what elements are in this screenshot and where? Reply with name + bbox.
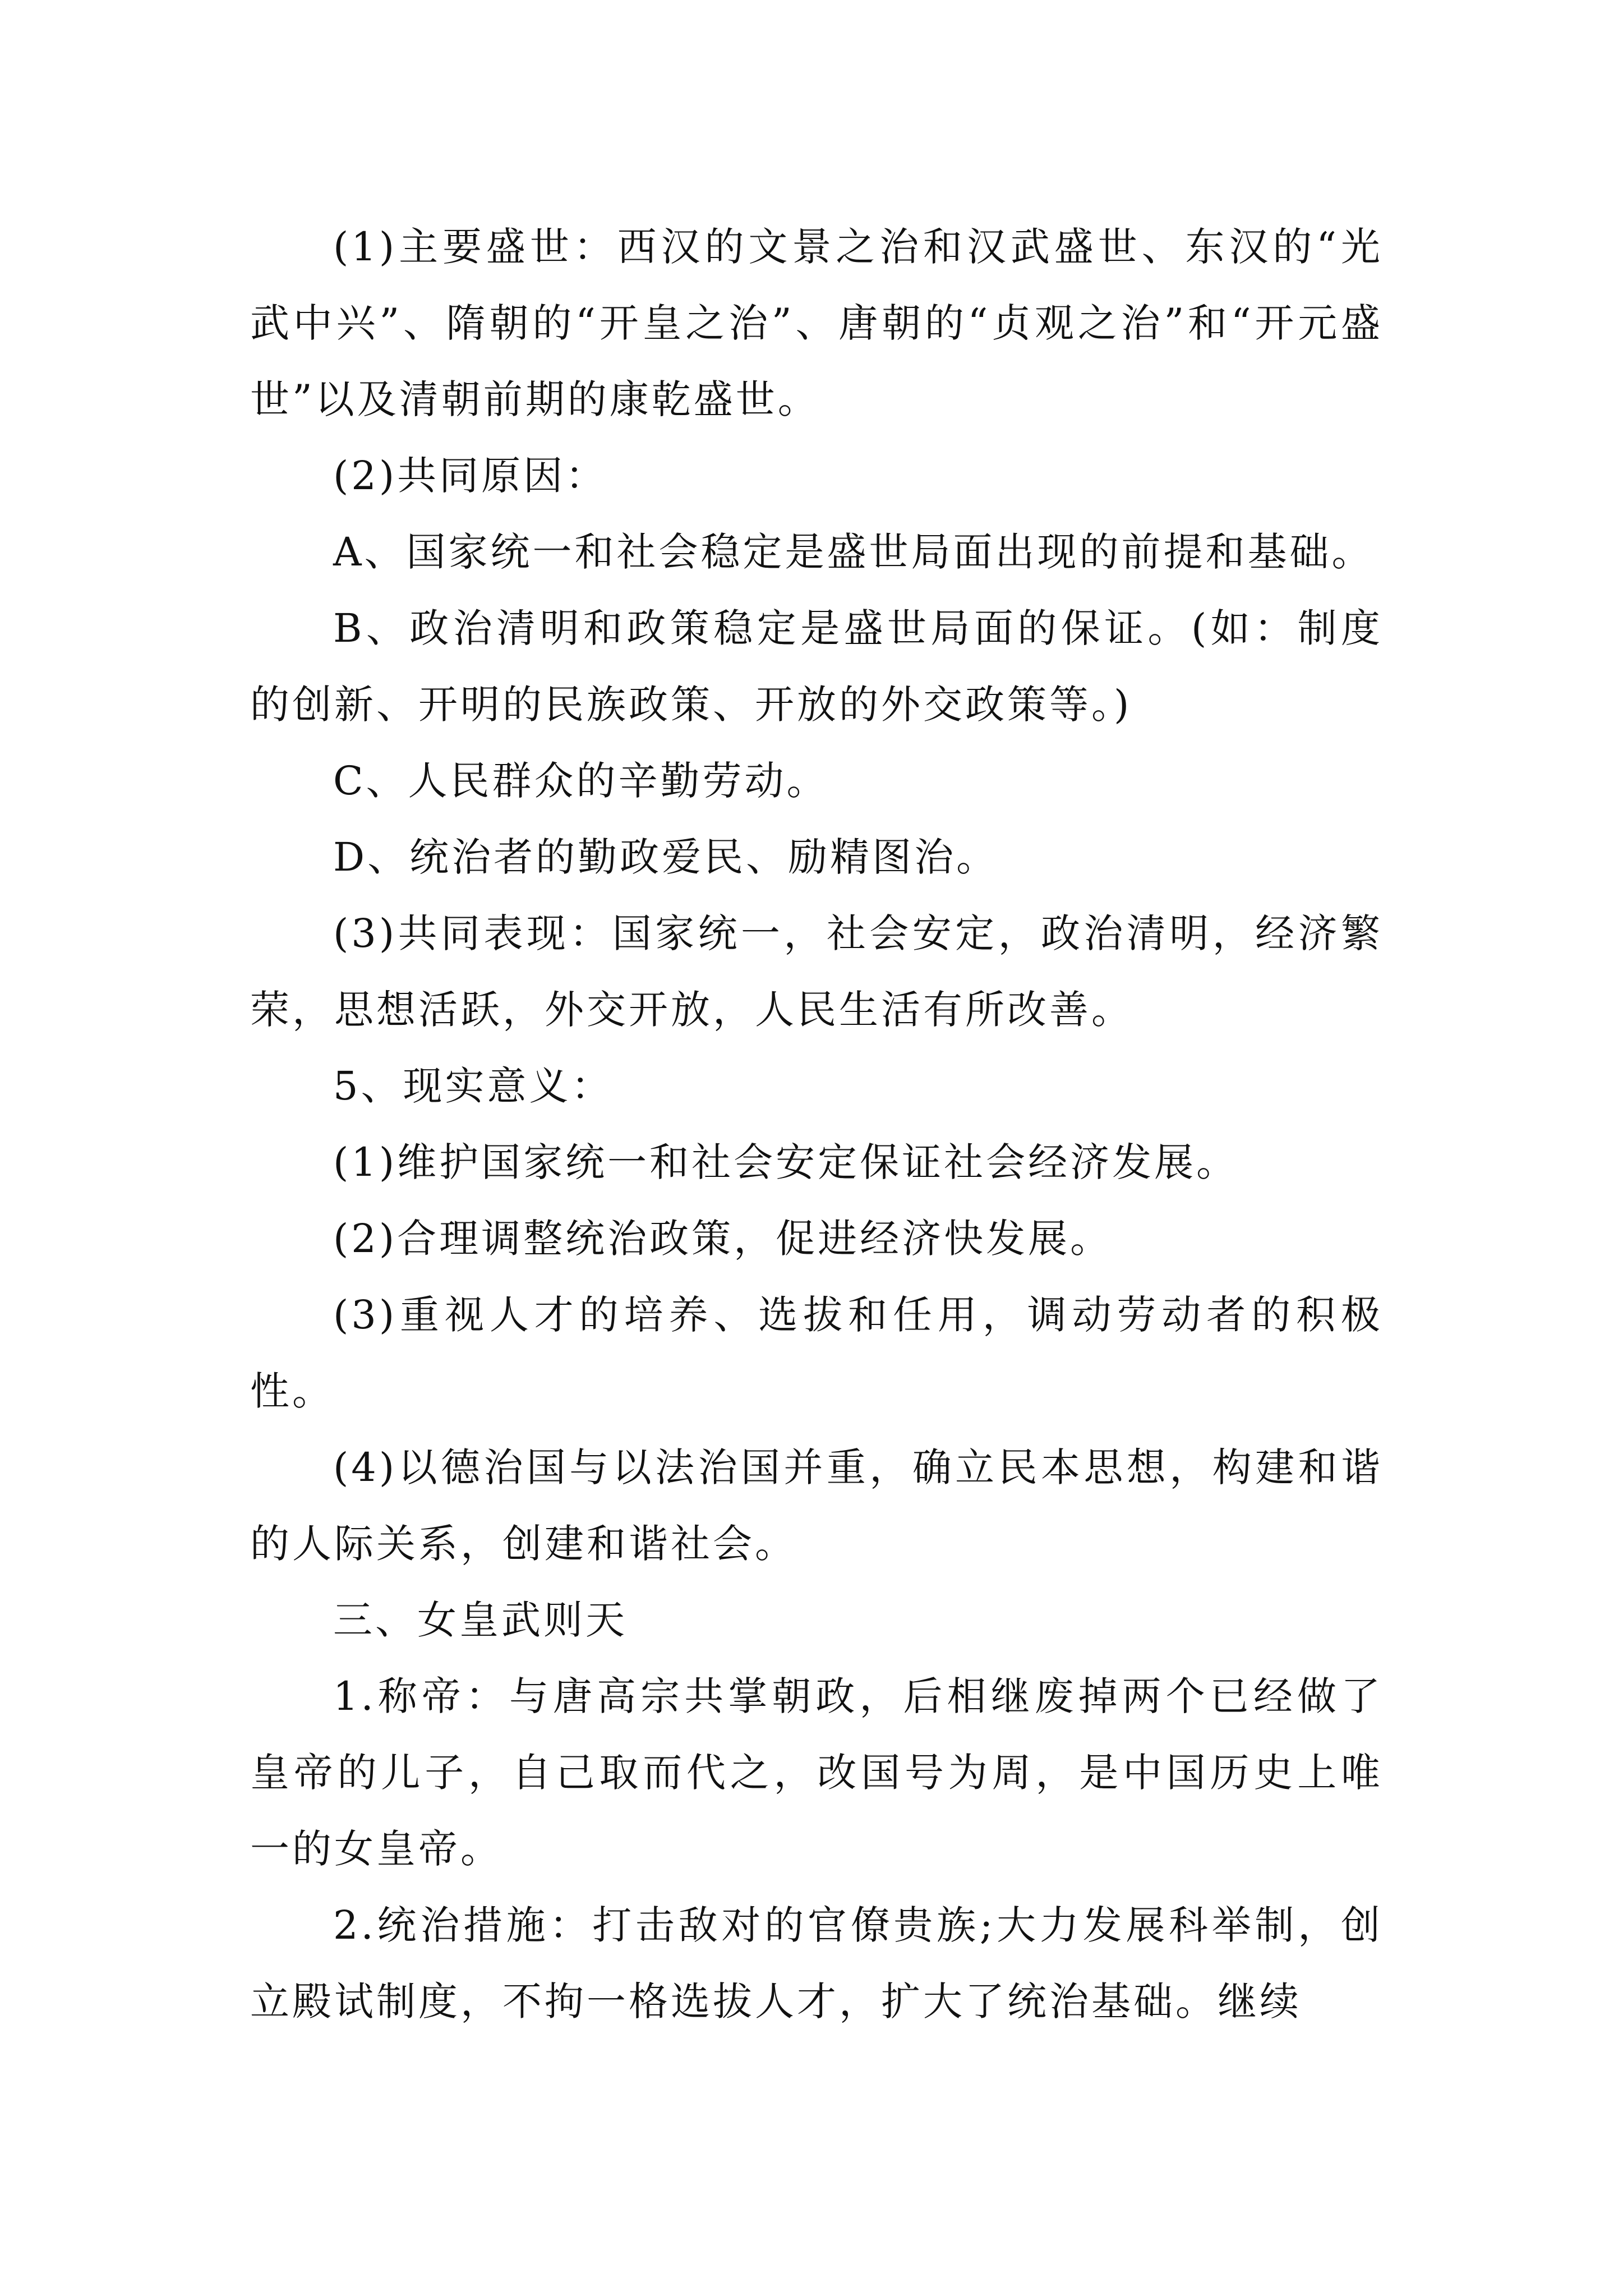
paragraph-significance-1: (1)维护国家统一和社会安定保证社会经济发展。	[333, 1139, 1239, 1185]
paragraph-common-causes-heading: (2)共同原因：	[333, 453, 608, 499]
paragraph-cause-b: B、政治清明和政策稳定是盛世局面的保证。(如：制度的创新、开明的民族政策、开放的外交政策等。)	[250, 605, 1383, 728]
paragraph-common-features: (3)共同表现：国家统一，社会安定，政治清明，经济繁荣，思想活跃，外交开放，人民生活有所改善。	[250, 910, 1383, 1033]
paragraph-practical-significance-heading: 5、现实意义：	[333, 1063, 614, 1109]
document-body	[250, 209, 1383, 2040]
paragraph-significance-2: (2)合理调整统治政策，促进经济快发展。	[333, 1216, 1113, 1262]
paragraph-governing-measures: 2.统治措施：打击敌对的官僚贵族;大力发展科举制，创立殿试制度，不拘一格选拔人才，扩大了统治基础。继续	[250, 1902, 1383, 2024]
paragraph-cause-a: A、国家统一和社会稳定是盛世局面出现的前提和基础。	[333, 529, 1374, 575]
paragraph-significance-3: (3)重视人才的培养、选拔和任用，调动劳动者的积极性。	[250, 1292, 1383, 1414]
paragraph-cause-d: D、统治者的勤政爱民、励精图治。	[333, 834, 999, 880]
paragraph-becoming-emperor: 1.称帝：与唐高宗共掌朝政，后相继废掉两个已经做了皇帝的儿子，自己取而代之，改国号为周，是中国历史上唯一的女皇帝。	[250, 1673, 1383, 1872]
paragraph-cause-c: C、人民群众的辛勤劳动。	[333, 758, 829, 804]
paragraph-significance-4: (4)以德治国与以法治国并重，确立民本思想，构建和谐的人际关系，创建和谐社会。	[250, 1444, 1383, 1567]
section-heading-wu-zetian: 三、女皇武则天	[333, 1597, 628, 1643]
paragraph-major-golden-ages: (1)主要盛世：西汉的文景之治和汉武盛世、东汉的“光武中兴”、隋朝的“开皇之治”、唐朝的“贞观之治”和“开元盛世”以及清朝前期的康乾盛世。	[250, 224, 1383, 422]
